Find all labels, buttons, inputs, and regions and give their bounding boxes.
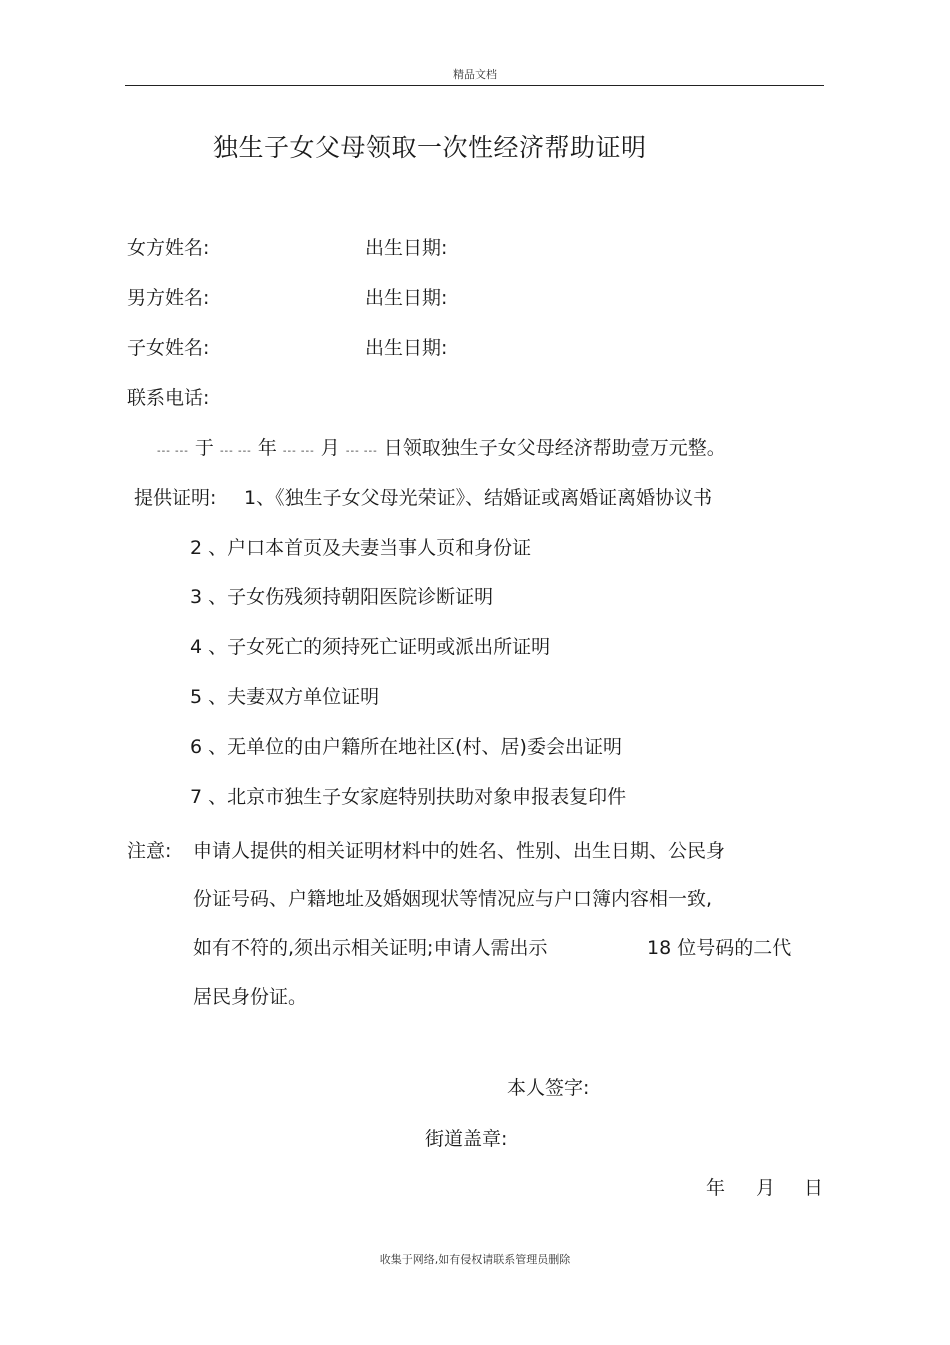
header-rule bbox=[125, 85, 824, 86]
page-header: 精品文档 bbox=[453, 68, 497, 81]
blank-dash: --- --- bbox=[157, 446, 189, 457]
husband-birthdate-label: 出生日期: bbox=[365, 287, 448, 309]
month-text: 月 bbox=[320, 437, 340, 459]
wife-birthdate-label: 出生日期: bbox=[365, 237, 448, 259]
provide-item-5: 5 、夫妻双方单位证明 bbox=[190, 686, 380, 708]
husband-name-label: 男方姓名: bbox=[127, 287, 210, 309]
note-line-2: 份证号码、户籍地址及婚姻现状等情况应与户口簿内容相一致, bbox=[193, 888, 713, 910]
provide-label: 提供证明: bbox=[134, 487, 217, 509]
year-text: 年 bbox=[257, 437, 277, 459]
receipt-date-line bbox=[157, 433, 726, 460]
document-title: 独生子女父母领取一次性经济帮助证明 bbox=[213, 133, 647, 162]
blank-dash: --- --- bbox=[282, 446, 315, 457]
phone-label: 联系电话: bbox=[127, 387, 210, 409]
wife-name-label: 女方姓名: bbox=[127, 237, 210, 259]
provide-item-1: 1、《独生子女父母光荣证》、结婚证或离婚证离婚协议书 bbox=[244, 487, 713, 509]
day-text: 日领取独生子女父母经济帮助壹万元整。 bbox=[383, 437, 726, 459]
provide-item-3: 3 、子女伤残须持朝阳医院诊断证明 bbox=[190, 586, 494, 608]
blank-dash: --- --- bbox=[345, 446, 378, 457]
note-line-3-tail: 18 位号码的二代 bbox=[647, 937, 792, 959]
provide-item-7: 7 、北京市独生子女家庭特别扶助对象申报表复印件 bbox=[190, 786, 627, 808]
sign-day: 日 bbox=[804, 1177, 824, 1199]
provide-item-2: 2 、户口本首页及夫妻当事人页和身份证 bbox=[190, 537, 532, 559]
blank-dash: --- --- bbox=[219, 446, 252, 457]
stamp-label: 街道盖章: bbox=[425, 1128, 508, 1150]
signature-label: 本人签字: bbox=[507, 1077, 590, 1099]
provide-item-4: 4 、子女死亡的须持死亡证明或派出所证明 bbox=[190, 636, 551, 658]
sign-month: 月 bbox=[756, 1177, 776, 1199]
child-name-label: 子女姓名: bbox=[127, 337, 210, 359]
child-birthdate-label: 出生日期: bbox=[365, 337, 448, 359]
sign-year: 年 bbox=[706, 1177, 726, 1199]
note-line-4: 居民身份证。 bbox=[193, 986, 308, 1008]
note-label: 注意: bbox=[127, 840, 172, 862]
provide-item-6: 6 、无单位的由户籍所在地社区(村、居)委会出证明 bbox=[190, 736, 622, 758]
yu-text: 于 bbox=[194, 437, 214, 459]
note-line-3: 如有不符的,须出示相关证明;申请人需出示 bbox=[193, 937, 548, 959]
page-footer: 收集于网络,如有侵权请联系管理员删除 bbox=[379, 1253, 571, 1266]
note-line-1: 申请人提供的相关证明材料中的姓名、性别、出生日期、公民身 bbox=[193, 840, 726, 862]
